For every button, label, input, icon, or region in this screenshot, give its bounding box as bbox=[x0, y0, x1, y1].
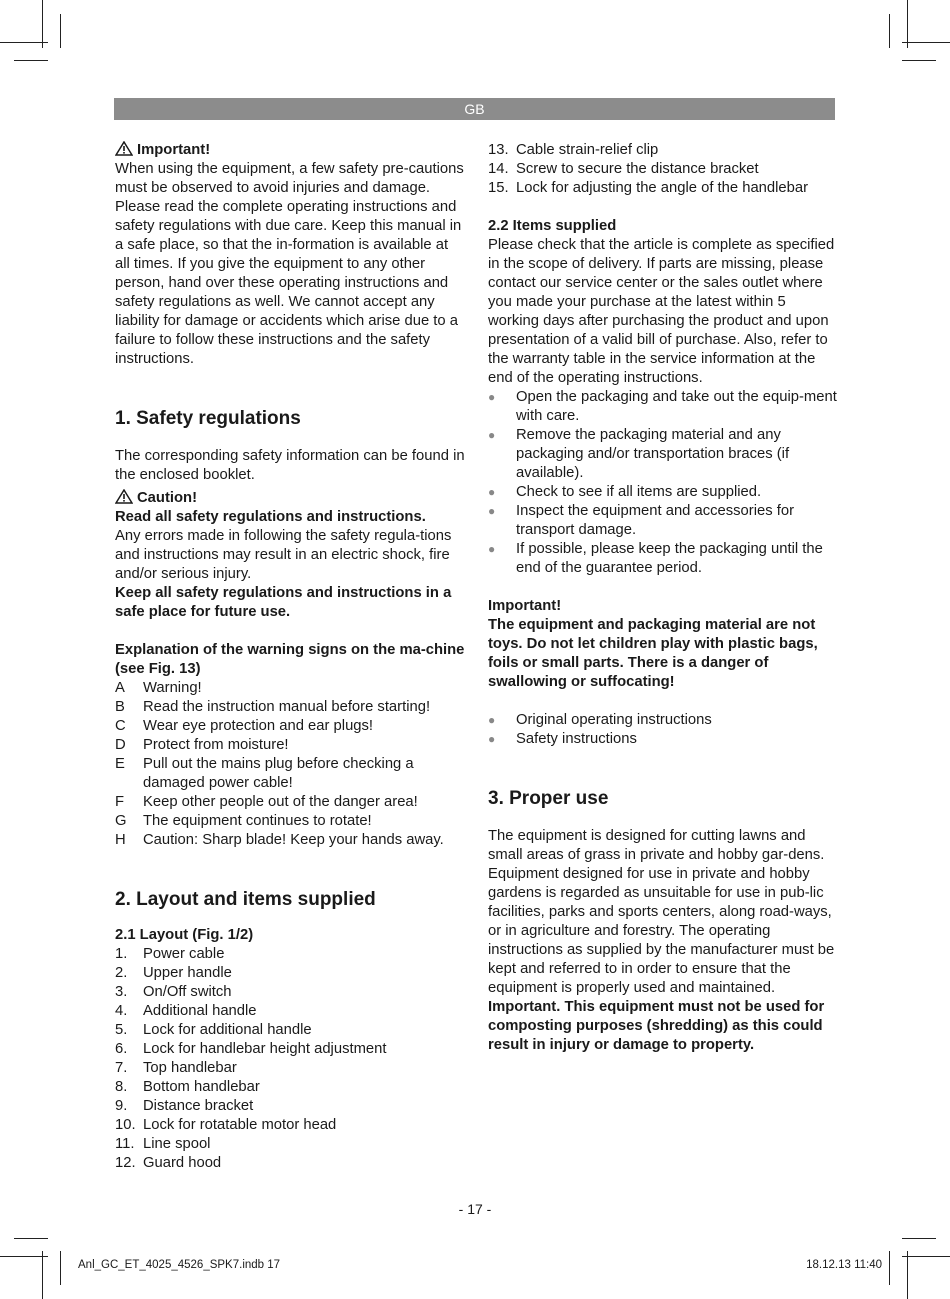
footer-filename: Anl_GC_ET_4025_4526_SPK7.indb 17 bbox=[78, 1259, 281, 1271]
section-1-title: 1. Safety regulations bbox=[115, 408, 301, 429]
important-heading: Important! bbox=[115, 141, 465, 160]
left-column bbox=[115, 141, 465, 1173]
list-item: ● Check to see if all items are supplied. bbox=[488, 484, 762, 500]
list-item: C Wear eye protection and ear plugs! bbox=[115, 718, 374, 734]
list-item: 3. On/Off switch bbox=[115, 984, 232, 1000]
list-item: A Warning! bbox=[115, 680, 202, 696]
crop-mark bbox=[889, 14, 890, 48]
bullet-icon: ● bbox=[488, 485, 496, 499]
section-3-important: Important. This equipment must not be used for composting purposes (shredding) as this could result in injury or damage to property. bbox=[488, 999, 825, 1053]
list-item: 12. Guard hood bbox=[115, 1155, 222, 1171]
warning-triangle-icon bbox=[115, 141, 133, 156]
bullet-icon: ● bbox=[488, 542, 496, 556]
crop-mark bbox=[42, 1251, 43, 1299]
caution-bold-1: Read all safety regulations and instructions. bbox=[115, 509, 426, 525]
bullet-icon: ● bbox=[488, 504, 496, 518]
important-2-text: The equipment and packaging material are not toys. Do not let children play with plastic bags, foils or small parts. There is a danger of swallowing or suffocating! bbox=[488, 617, 818, 690]
list-item: ● If possible, please keep the packaging until the end of the guarantee period. bbox=[488, 541, 823, 576]
layout-list-continued bbox=[488, 141, 838, 198]
list-item: 7. Top handlebar bbox=[115, 1060, 237, 1076]
bullet-icon: ● bbox=[488, 428, 496, 442]
list-item: 1. Power cable bbox=[115, 946, 225, 962]
layout-list bbox=[115, 945, 465, 1173]
section-3-title: 3. Proper use bbox=[488, 788, 609, 809]
crop-mark bbox=[902, 1238, 936, 1239]
supplied-bullet-list bbox=[488, 388, 838, 578]
important-2-heading: Important! bbox=[488, 598, 562, 614]
documents-bullet-list bbox=[488, 711, 838, 749]
bullet-icon: ● bbox=[488, 732, 496, 746]
important-text: When using the equipment, a few safety pre-cautions must be observed to avoid injuries and damage. Please read the complete operating instructions and safety regulations with due care. Keep this manual in a safe place, so that the in-formation is available at all times. If you give the equipment to any other person, hand over these operating instructions and safety regulations as well. We cannot accept any liability for damage or accidents which arise due to a failure to follow these instructions and the safety instructions. bbox=[115, 161, 464, 367]
list-item: 2. Upper handle bbox=[115, 965, 232, 981]
list-item: F Keep other people out of the danger area! bbox=[115, 794, 418, 810]
bullet-icon: ● bbox=[488, 390, 496, 404]
crop-mark bbox=[14, 60, 48, 61]
page-number: - 17 - bbox=[458, 1201, 492, 1217]
list-item: 4. Additional handle bbox=[115, 1003, 257, 1019]
section-2-title: 2. Layout and items supplied bbox=[115, 889, 376, 910]
list-item: 13. Cable strain-relief clip bbox=[488, 142, 659, 158]
crop-mark bbox=[907, 0, 908, 48]
crop-mark bbox=[14, 1238, 48, 1239]
list-item: ● Original operating instructions bbox=[488, 712, 712, 728]
caution-text: Any errors made in following the safety regula-tions and instructions may result in an electric shock, fire and/or serious injury. bbox=[115, 528, 452, 582]
list-item: B Read the instruction manual before starting! bbox=[115, 699, 431, 715]
list-item: ● Safety instructions bbox=[488, 731, 637, 747]
caution-heading: Caution! bbox=[115, 489, 465, 508]
list-item: 14. Screw to secure the distance bracket bbox=[488, 161, 759, 177]
list-item: 10. Lock for rotatable motor head bbox=[115, 1117, 337, 1133]
layout-title: 2.1 Layout (Fig. 1/2) bbox=[115, 927, 254, 943]
list-item: ● Remove the packaging material and any packaging and/or transportation braces (if available). bbox=[488, 427, 790, 481]
list-item: ● Open the packaging and take out the equip-ment with care. bbox=[488, 389, 837, 424]
section-3-text-2: Equipment designed for use in private and hobby gardens is regarded as unsuitable for use in pub-lic facilities, parks and sports centers, along road-ways, or in agriculture and forestry. The operating instructions as supplied by the manufacturer must be kept and referred to in order to ensure that the equipment is properly used and maintained. bbox=[488, 866, 835, 996]
list-item: 6. Lock for handlebar height adjustment bbox=[115, 1041, 387, 1057]
caution-bold-2: Keep all safety regulations and instructions in a safe place for future use. bbox=[115, 585, 452, 620]
list-item: E Pull out the mains plug before checking a damaged power cable! bbox=[115, 756, 414, 791]
language-label: GB bbox=[464, 101, 485, 117]
list-item: 5. Lock for additional handle bbox=[115, 1022, 312, 1038]
crop-mark bbox=[902, 42, 950, 43]
footer-datetime: 18.12.13 11:40 bbox=[806, 1259, 882, 1271]
right-column bbox=[488, 141, 838, 1055]
list-item: H Caution: Sharp blade! Keep your hands away. bbox=[115, 832, 444, 848]
list-item: ● Inspect the equipment and accessories for transport damage. bbox=[488, 503, 795, 538]
crop-mark bbox=[0, 1256, 48, 1257]
list-item: 11. Line spool bbox=[115, 1136, 211, 1152]
list-item: G The equipment continues to rotate! bbox=[115, 813, 372, 829]
crop-mark bbox=[902, 60, 936, 61]
section-3-text-1: The equipment is designed for cutting lawns and small areas of grass in private and hobby gar-dens. bbox=[488, 828, 825, 863]
list-item: 15. Lock for adjusting the angle of the handlebar bbox=[488, 180, 809, 196]
crop-mark bbox=[0, 42, 48, 43]
crop-mark bbox=[902, 1256, 950, 1257]
list-item: D Protect from moisture! bbox=[115, 737, 289, 753]
warning-signs-list bbox=[115, 679, 465, 850]
list-item: 9. Distance bracket bbox=[115, 1098, 254, 1114]
crop-mark bbox=[907, 1251, 908, 1299]
items-supplied-text: Please check that the article is complete as specified in the scope of delivery. If parts are missing, please contact our service center or the sales outlet where you made your purchase at the latest within 5 working days after purchasing the product and upon presentation of a valid bill of purchase. Also, refer to the warranty table in the service information at the end of the operating instructions. bbox=[488, 237, 835, 386]
bullet-icon: ● bbox=[488, 713, 496, 727]
warning-triangle-icon bbox=[115, 489, 133, 504]
warning-signs-title: Explanation of the warning signs on the ma-chine (see Fig. 13) bbox=[115, 642, 465, 677]
list-item: 8. Bottom handlebar bbox=[115, 1079, 260, 1095]
crop-mark bbox=[889, 1251, 890, 1285]
items-supplied-title: 2.2 Items supplied bbox=[488, 218, 617, 234]
section-1-text: The corresponding safety information can be found in the enclosed booklet. bbox=[115, 448, 465, 483]
crop-mark bbox=[60, 1251, 61, 1285]
crop-mark bbox=[60, 14, 61, 48]
language-header-bar bbox=[114, 98, 835, 120]
crop-mark bbox=[42, 0, 43, 48]
